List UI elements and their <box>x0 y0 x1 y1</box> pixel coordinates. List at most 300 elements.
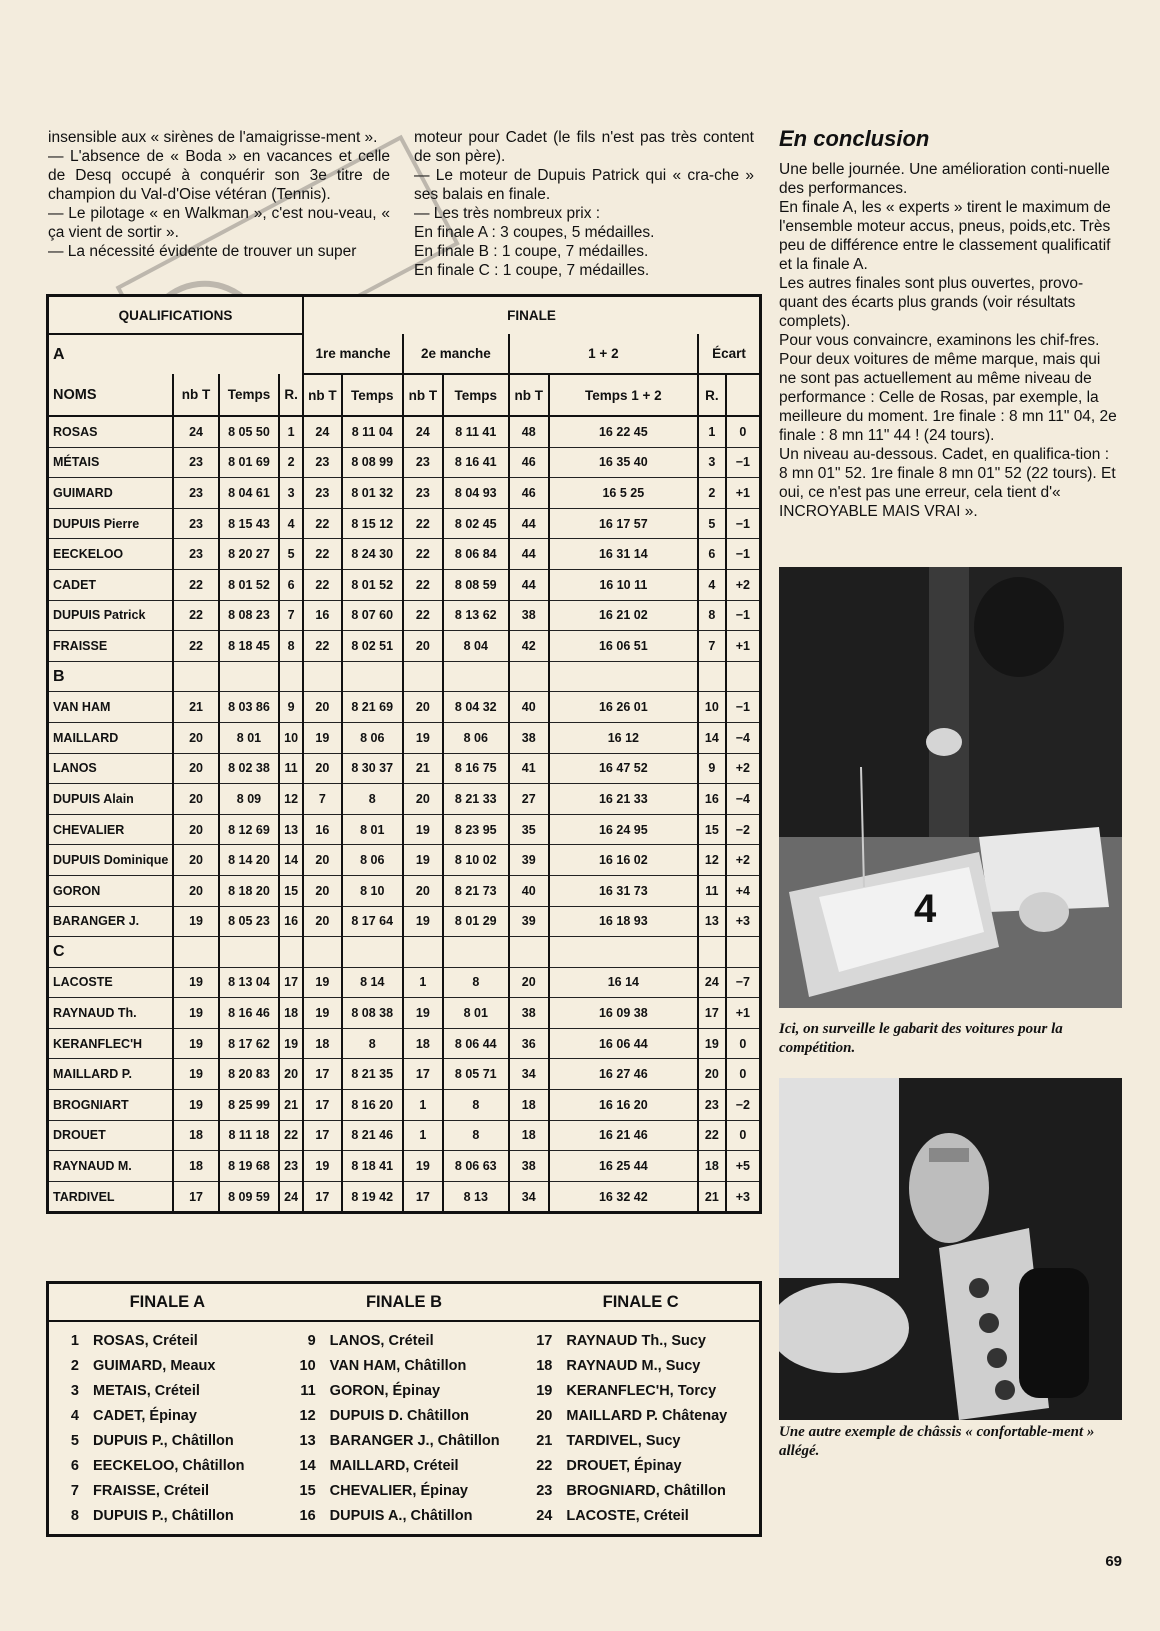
table-cell: 10 <box>698 692 726 723</box>
table-cell: −2 <box>726 814 759 845</box>
table-cell: 16 24 95 <box>549 814 698 845</box>
table-cell: 18 <box>509 1090 549 1121</box>
empty-cell <box>509 661 549 692</box>
table-cell: 23 <box>403 447 443 478</box>
table-cell: 8 18 45 <box>219 631 279 662</box>
table-cell: 8 <box>279 631 303 662</box>
driver-name: DUPUIS Alain <box>49 784 173 815</box>
finale-position: 3 <box>70 1382 79 1399</box>
table-cell: 1 <box>403 1120 443 1151</box>
table-cell: 8 21 33 <box>443 784 509 815</box>
table-cell: 19 <box>303 998 342 1029</box>
table-cell: 0 <box>726 1028 759 1059</box>
table-row <box>49 600 759 631</box>
table-cell: 21 <box>403 753 443 784</box>
table-row <box>49 875 759 906</box>
finals-columns <box>49 1322 759 1534</box>
table-cell: 8 01 <box>342 814 403 845</box>
driver-name: TARDIVEL <box>49 1181 173 1211</box>
table-cell: 19 <box>403 845 443 876</box>
table-row <box>49 722 759 753</box>
intro-paragraph: — Le moteur de Dupuis Patrick qui « cra-che » ses balais en finale. <box>414 167 754 203</box>
table-cell: 46 <box>509 447 549 478</box>
table-cell: 8 01 <box>219 722 279 753</box>
table-cell: +3 <box>726 906 759 937</box>
table-cell: 24 <box>279 1181 303 1211</box>
table-cell: 8 09 59 <box>219 1181 279 1211</box>
table-cell: 16 <box>279 906 303 937</box>
finale-position: 12 <box>299 1407 316 1424</box>
table-cell: 19 <box>173 1059 218 1090</box>
table-cell: 19 <box>303 722 342 753</box>
table-cell: 1 <box>403 967 443 998</box>
table-cell: −1 <box>726 508 759 539</box>
intro-paragraph: En finale B : 1 coupe, 7 médailles. <box>414 243 649 260</box>
table-cell: 8 11 18 <box>219 1120 279 1151</box>
empty-cell <box>549 661 698 692</box>
finale-entry <box>286 1353 523 1378</box>
table-cell: 19 <box>403 722 443 753</box>
table-cell: 8 01 52 <box>219 569 279 600</box>
table-cell: 16 27 46 <box>549 1059 698 1090</box>
finale-driver: FRAISSE, Créteil <box>93 1482 210 1499</box>
finale-driver: EECKELOO, Châtillon <box>93 1457 245 1474</box>
finals-header <box>49 1284 759 1322</box>
table-cell: 8 09 <box>219 784 279 815</box>
table-cell: 8 02 38 <box>219 753 279 784</box>
finale-column <box>286 1328 523 1528</box>
table-cell: 20 <box>303 845 342 876</box>
table-cell: 8 24 30 <box>342 539 403 570</box>
finale-position: 16 <box>299 1507 316 1524</box>
table-cell: 40 <box>509 875 549 906</box>
table-cell: 17 <box>303 1090 342 1121</box>
table-cell: 20 <box>403 875 443 906</box>
table-cell: 8 <box>342 784 403 815</box>
empty-cell <box>698 937 726 968</box>
table-cell: 8 <box>443 1120 509 1151</box>
empty-cell <box>342 937 403 968</box>
table-cell: 44 <box>509 508 549 539</box>
header-manche-2: 2e manche <box>403 334 509 374</box>
table-cell: 38 <box>509 600 549 631</box>
table-cell: 38 <box>509 998 549 1029</box>
empty-cell <box>549 937 698 968</box>
driver-name: EECKELOO <box>49 539 173 570</box>
table-cell: 19 <box>279 1028 303 1059</box>
finale-entry <box>49 1428 286 1453</box>
finale-b-title: FINALE B <box>365 1292 443 1311</box>
empty-cell <box>303 937 342 968</box>
finale-entry <box>286 1378 523 1403</box>
table-cell: 17 <box>279 967 303 998</box>
group-label: C <box>49 937 173 968</box>
finale-entry <box>522 1353 759 1378</box>
table-cell: 1 <box>698 416 726 447</box>
empty-cell <box>173 937 218 968</box>
table-cell: 14 <box>698 722 726 753</box>
table-cell: 19 <box>303 1151 342 1182</box>
finale-entry <box>49 1478 286 1503</box>
finale-driver: GUIMARD, Meaux <box>93 1357 216 1374</box>
table-cell: 19 <box>173 967 218 998</box>
table-cell: 8 04 93 <box>443 478 509 509</box>
finale-entry <box>49 1503 286 1528</box>
table-cell: 8 16 20 <box>342 1090 403 1121</box>
table-cell: 21 <box>173 692 218 723</box>
finale-entry <box>49 1353 286 1378</box>
table-cell: 8 15 12 <box>342 508 403 539</box>
empty-cell <box>219 937 279 968</box>
finale-driver: DUPUIS D. Châtillon <box>329 1407 470 1424</box>
table-cell: 8 04 32 <box>443 692 509 723</box>
driver-name: LACOSTE <box>49 967 173 998</box>
table-cell: 6 <box>698 539 726 570</box>
finale-driver: DROUET, Épinay <box>566 1457 682 1474</box>
table-cell: 16 18 93 <box>549 906 698 937</box>
finale-entry <box>286 1503 523 1528</box>
table-cell: +2 <box>726 845 759 876</box>
table-cell: −1 <box>726 539 759 570</box>
table-cell: 8 21 69 <box>342 692 403 723</box>
table-cell: 23 <box>403 478 443 509</box>
table-cell: 12 <box>698 845 726 876</box>
driver-name: VAN HAM <box>49 692 173 723</box>
table-cell: 8 21 35 <box>342 1059 403 1090</box>
table-cell: 38 <box>509 1151 549 1182</box>
page-number: 69 <box>1105 1553 1122 1570</box>
table-cell: −7 <box>726 967 759 998</box>
table-cell: 41 <box>509 753 549 784</box>
table-cell: 8 01 <box>443 998 509 1029</box>
results-grid <box>49 297 759 1211</box>
table-cell: 40 <box>509 692 549 723</box>
header-manche-1: 1re manche <box>303 334 403 374</box>
driver-name: DROUET <box>49 1120 173 1151</box>
table-cell: 8 06 44 <box>443 1028 509 1059</box>
header-ecart: Écart <box>698 334 759 374</box>
finale-driver: LACOSTE, Créteil <box>566 1507 689 1524</box>
table-cell: 1 <box>279 416 303 447</box>
table-cell: 18 <box>698 1151 726 1182</box>
finale-driver: CHEVALIER, Épinay <box>329 1482 468 1499</box>
table-row <box>49 753 759 784</box>
finale-entry <box>522 1403 759 1428</box>
table-cell: 39 <box>509 906 549 937</box>
table-cell: 8 01 32 <box>342 478 403 509</box>
table-cell: 8 13 04 <box>219 967 279 998</box>
header-temps: Temps <box>342 374 403 416</box>
table-cell: 11 <box>279 753 303 784</box>
table-cell: 8 17 62 <box>219 1028 279 1059</box>
table-cell: 20 <box>303 692 342 723</box>
finale-driver: TARDIVEL, Sucy <box>566 1432 681 1449</box>
table-cell: 19 <box>403 998 443 1029</box>
table-cell: 8 17 64 <box>342 906 403 937</box>
table-cell: 17 <box>303 1059 342 1090</box>
table-cell: 24 <box>303 416 342 447</box>
finale-entry <box>522 1328 759 1353</box>
table-cell: 8 <box>443 1090 509 1121</box>
table-cell: 8 30 37 <box>342 753 403 784</box>
finale-position: 11 <box>300 1382 316 1399</box>
results-table <box>46 294 762 1214</box>
table-cell: 17 <box>303 1181 342 1211</box>
conclusion-section <box>779 126 1119 521</box>
finale-driver: VAN HAM, Châtillon <box>329 1357 467 1374</box>
table-cell: 23 <box>173 447 218 478</box>
finale-position: 23 <box>536 1482 553 1499</box>
finale-position: 14 <box>299 1457 316 1474</box>
table-cell: 20 <box>509 967 549 998</box>
empty-cell <box>509 937 549 968</box>
finale-driver: RAYNAUD M., Sucy <box>566 1357 701 1374</box>
driver-name: MÉTAIS <box>49 447 173 478</box>
table-cell: 16 31 73 <box>549 875 698 906</box>
group-label: B <box>49 661 173 692</box>
table-cell: 19 <box>173 906 218 937</box>
table-cell: 8 <box>698 600 726 631</box>
table-cell: 8 11 04 <box>342 416 403 447</box>
intro-column-1 <box>48 128 390 261</box>
table-row <box>49 1181 759 1211</box>
photo-caption: Ici, on surveille le gabarit des voitures pour la compétition. <box>779 1021 1063 1056</box>
table-cell: 16 06 44 <box>549 1028 698 1059</box>
table-cell: 8 01 52 <box>342 569 403 600</box>
table-cell: 42 <box>509 631 549 662</box>
table-cell: 8 18 20 <box>219 875 279 906</box>
table-cell: −2 <box>726 1090 759 1121</box>
intro-column-2 <box>414 128 754 280</box>
driver-name: KERANFLEC'H <box>49 1028 173 1059</box>
group-row <box>49 661 759 692</box>
table-cell: 8 08 38 <box>342 998 403 1029</box>
table-cell: 23 <box>698 1090 726 1121</box>
table-cell: 9 <box>279 692 303 723</box>
table-cell: 8 07 60 <box>342 600 403 631</box>
table-cell: +5 <box>726 1151 759 1182</box>
table-cell: 19 <box>403 906 443 937</box>
driver-name: MAILLARD P. <box>49 1059 173 1090</box>
table-cell: 8 13 62 <box>443 600 509 631</box>
finale-position: 9 <box>307 1332 316 1349</box>
table-row <box>49 508 759 539</box>
intro-paragraph: En finale A : 3 coupes, 5 médailles. <box>414 224 655 241</box>
conclusion-paragraph: Les autres finales sont plus ouvertes, provo-quant des écarts plus grands (voir résultats complets). <box>779 275 1084 330</box>
table-cell: 22 <box>303 631 342 662</box>
table-cell: 8 16 46 <box>219 998 279 1029</box>
table-cell: 8 08 99 <box>342 447 403 478</box>
table-cell: 8 23 95 <box>443 814 509 845</box>
intro-paragraph: moteur pour Cadet (le fils n'est pas très content de son père). <box>414 129 754 165</box>
table-cell: 17 <box>303 1120 342 1151</box>
table-cell: 8 01 29 <box>443 906 509 937</box>
finale-position: 1 <box>70 1332 79 1349</box>
driver-name: DUPUIS Patrick <box>49 600 173 631</box>
table-cell: 10 <box>279 722 303 753</box>
table-cell: 16 5 25 <box>549 478 698 509</box>
table-cell: 22 <box>279 1120 303 1151</box>
table-cell: 16 47 52 <box>549 753 698 784</box>
table-cell: 17 <box>403 1059 443 1090</box>
table-cell: 18 <box>403 1028 443 1059</box>
table-row <box>49 1151 759 1182</box>
table-row <box>49 569 759 600</box>
table-cell: 18 <box>303 1028 342 1059</box>
finale-column <box>522 1328 759 1528</box>
intro-paragraph: En finale C : 1 coupe, 7 médailles. <box>414 262 650 279</box>
empty-cell <box>403 661 443 692</box>
table-cell: 13 <box>279 814 303 845</box>
table-cell: 22 <box>403 600 443 631</box>
table-cell: 8 02 45 <box>443 508 509 539</box>
finale-position: 19 <box>536 1382 553 1399</box>
intro-paragraph: — Les très nombreux prix : <box>414 205 601 222</box>
header-nbt: nb T <box>173 374 218 416</box>
table-cell: 8 05 50 <box>219 416 279 447</box>
intro-paragraph: insensible aux « sirènes de l'amaigrisse-ment ». <box>48 129 378 146</box>
table-cell: 23 <box>173 539 218 570</box>
table-cell: 23 <box>173 478 218 509</box>
table-cell: 18 <box>279 998 303 1029</box>
finale-driver: ROSAS, Créteil <box>93 1332 198 1349</box>
conclusion-paragraph: Une belle journée. Une amélioration conti-nuelle des performances. <box>779 161 1110 197</box>
table-cell: −4 <box>726 722 759 753</box>
empty-cell <box>443 661 509 692</box>
photo-car-inspection <box>779 567 1122 1008</box>
finale-position: 17 <box>536 1332 553 1349</box>
table-cell: 20 <box>173 814 218 845</box>
driver-name: RAYNAUD Th. <box>49 998 173 1029</box>
table-cell: 15 <box>279 875 303 906</box>
finale-driver: MAILLARD, Créteil <box>329 1457 459 1474</box>
table-cell: 8 12 69 <box>219 814 279 845</box>
intro-paragraph: — Le pilotage « en Walkman », c'est nou-veau, « ça vient de sortir ». <box>48 205 390 241</box>
table-cell: 22 <box>403 569 443 600</box>
header-temps: Temps <box>219 374 279 416</box>
table-cell: 8 08 59 <box>443 569 509 600</box>
table-row <box>49 1090 759 1121</box>
table-cell: 6 <box>279 569 303 600</box>
table-cell: 8 <box>443 967 509 998</box>
table-cell: 16 32 42 <box>549 1181 698 1211</box>
table-cell: 8 21 46 <box>342 1120 403 1151</box>
header-temps: Temps <box>443 374 509 416</box>
table-cell: 48 <box>509 416 549 447</box>
table-cell: 35 <box>509 814 549 845</box>
table-cell: 8 08 23 <box>219 600 279 631</box>
finale-a-title: FINALE A <box>129 1292 206 1311</box>
table-cell: 44 <box>509 569 549 600</box>
driver-name: BARANGER J. <box>49 906 173 937</box>
table-row <box>49 631 759 662</box>
conclusion-paragraph: Un niveau au-dessous. Cadet, en qualifica-tion : 8 mn 01" 52. 1re finale 8 mn 01" 52 (22 tours). Et oui, ce n'est pas une erreur, cela tient d'« INCROYABLE MAIS VRAI ». <box>779 446 1116 520</box>
photo-caption: Une autre exemple de châssis « confortable-ment » allégé. <box>779 1424 1095 1459</box>
driver-name: CHEVALIER <box>49 814 173 845</box>
table-cell: 21 <box>279 1090 303 1121</box>
table-cell: 8 14 20 <box>219 845 279 876</box>
table-cell: 24 <box>173 416 218 447</box>
table-cell: 16 35 40 <box>549 447 698 478</box>
table-cell: 8 10 02 <box>443 845 509 876</box>
finale-entry <box>286 1428 523 1453</box>
table-cell: −1 <box>726 447 759 478</box>
table-row <box>49 998 759 1029</box>
header-r: R. <box>279 374 303 416</box>
finale-driver: LANOS, Créteil <box>329 1332 434 1349</box>
table-cell: 12 <box>279 784 303 815</box>
results-body <box>49 416 759 1211</box>
table-cell: 11 <box>698 875 726 906</box>
finale-driver: GORON, Épinay <box>329 1382 441 1399</box>
table-cell: 20 <box>303 906 342 937</box>
table-cell: 20 <box>173 845 218 876</box>
table-cell: 16 17 57 <box>549 508 698 539</box>
table-cell: 8 03 86 <box>219 692 279 723</box>
table-cell: 16 22 45 <box>549 416 698 447</box>
table-cell: 16 <box>698 784 726 815</box>
table-cell: 16 16 20 <box>549 1090 698 1121</box>
table-cell: 23 <box>173 508 218 539</box>
table-cell: 0 <box>726 1059 759 1090</box>
table-cell: 39 <box>509 845 549 876</box>
finale-column <box>49 1328 286 1528</box>
table-cell: 8 05 23 <box>219 906 279 937</box>
table-cell: 8 16 75 <box>443 753 509 784</box>
table-cell: 18 <box>173 1120 218 1151</box>
finale-driver: DUPUIS P., Châtillon <box>93 1507 234 1524</box>
finale-driver: BROGNIARD, Châtillon <box>566 1482 726 1499</box>
table-cell: 16 06 51 <box>549 631 698 662</box>
table-row <box>49 814 759 845</box>
table-cell: 22 <box>173 600 218 631</box>
table-cell: 13 <box>698 906 726 937</box>
driver-name: DUPUIS Dominique <box>49 845 173 876</box>
header-qualifications: QUALIFICATIONS <box>49 297 303 334</box>
table-cell: 20 <box>403 784 443 815</box>
empty-cell <box>403 937 443 968</box>
table-cell: 38 <box>509 722 549 753</box>
table-row <box>49 539 759 570</box>
table-cell: 4 <box>698 569 726 600</box>
table-row <box>49 416 759 447</box>
finale-position: 4 <box>70 1407 79 1424</box>
table-row <box>49 1059 759 1090</box>
empty-cell <box>443 937 509 968</box>
table-cell: 8 06 63 <box>443 1151 509 1182</box>
table-cell: +1 <box>726 478 759 509</box>
finale-entry <box>49 1328 286 1353</box>
table-cell: 20 <box>173 784 218 815</box>
finale-entry <box>522 1503 759 1528</box>
table-cell: 16 09 38 <box>549 998 698 1029</box>
table-cell: 22 <box>403 508 443 539</box>
finale-entry <box>49 1378 286 1403</box>
table-cell: 19 <box>698 1028 726 1059</box>
table-cell: 27 <box>509 784 549 815</box>
header-group-a: A <box>53 345 65 363</box>
finale-position: 15 <box>299 1482 316 1499</box>
table-cell: 20 <box>173 875 218 906</box>
table-cell: −1 <box>726 692 759 723</box>
finale-entry <box>286 1328 523 1353</box>
table-cell: 8 19 68 <box>219 1151 279 1182</box>
finale-driver: METAIS, Créteil <box>93 1382 200 1399</box>
table-cell: 23 <box>303 447 342 478</box>
conclusion-title: En conclusion <box>779 126 930 151</box>
table-cell: 19 <box>173 998 218 1029</box>
table-row <box>49 1028 759 1059</box>
